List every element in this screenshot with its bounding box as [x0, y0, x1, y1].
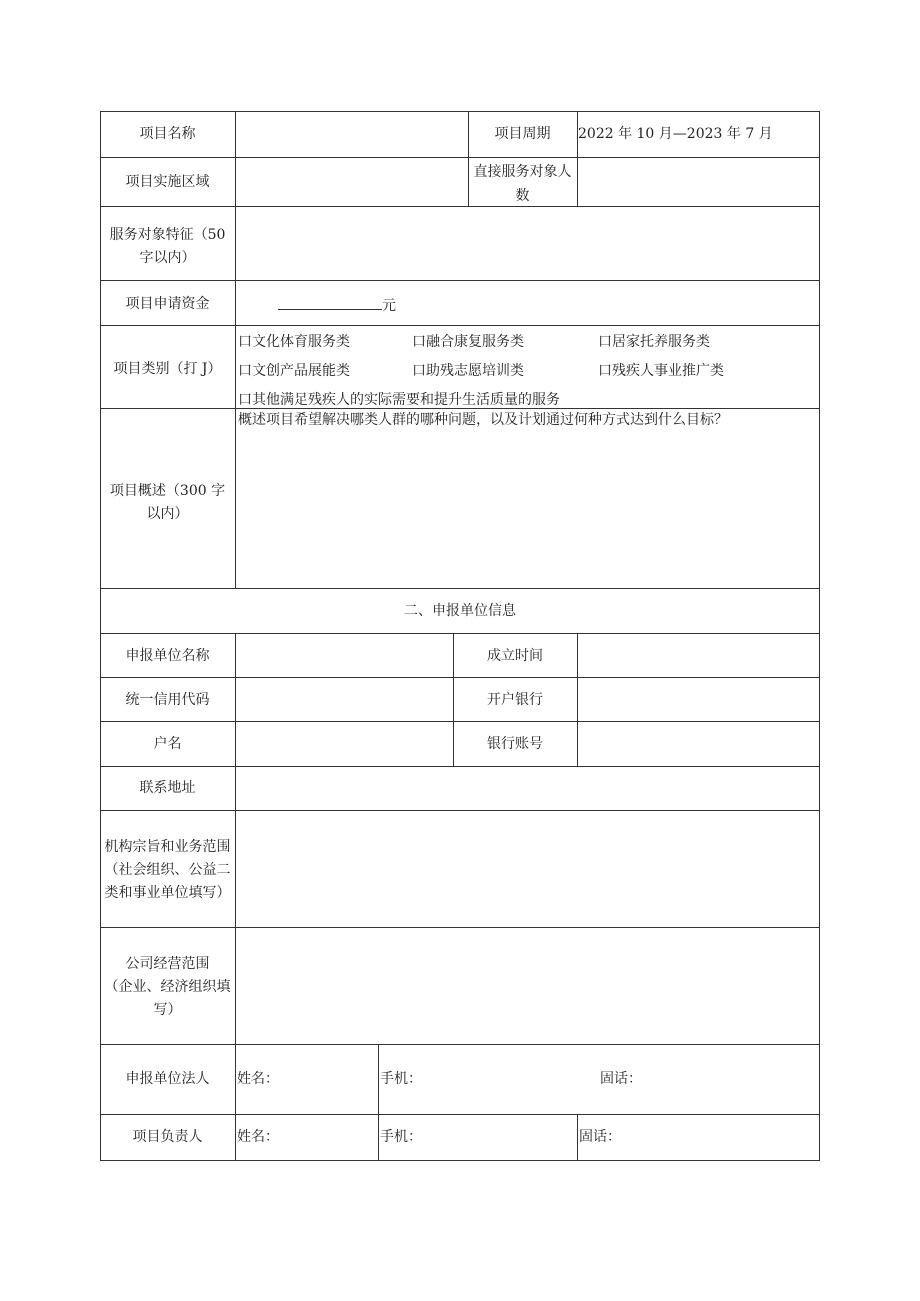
- category-option-home-care[interactable]: 口居家托养服务类: [598, 334, 710, 350]
- purpose-scope-field[interactable]: [236, 811, 819, 927]
- category-option-culture-sports[interactable]: 口文化体育服务类: [238, 334, 350, 350]
- project-leader-mobile-field[interactable]: 手机：: [380, 1129, 422, 1145]
- funding-field[interactable]: [236, 295, 396, 315]
- row-divider: [100, 280, 820, 281]
- address-label: 联系地址: [139, 780, 196, 796]
- category-option-promotion[interactable]: 口残疾人事业推广类: [598, 363, 724, 379]
- account-number-label: 银行账号: [487, 736, 543, 752]
- direct-service-count-field[interactable]: [578, 158, 819, 206]
- credit-code-label: 统一信用代码: [125, 692, 210, 708]
- project-summary-label-2: 以内）: [146, 506, 189, 522]
- bank-field[interactable]: [578, 678, 819, 721]
- company-scope-label: 公司经营范围: [125, 956, 210, 972]
- project-category-label: 项目类别（打 J）: [113, 361, 222, 377]
- org-name-field[interactable]: [236, 634, 453, 677]
- row-divider: [100, 1114, 820, 1115]
- credit-code-field[interactable]: [236, 678, 453, 721]
- account-name-field[interactable]: [236, 722, 453, 766]
- category-option-creative-products[interactable]: 口文创产品展能类: [238, 363, 350, 379]
- purpose-scope-label: 机构宗旨和业务范围: [104, 839, 231, 855]
- project-summary-hint[interactable]: 概述项目希望解决哪类人群的哪种问题，以及计划通过何种方式达到什么目标？: [238, 412, 728, 428]
- address-field[interactable]: [236, 767, 819, 810]
- row-divider: [100, 588, 820, 589]
- founded-date-label: 成立时间: [487, 648, 543, 664]
- project-leader-label: 项目负责人: [132, 1129, 203, 1145]
- project-name-label: 项目名称: [139, 126, 196, 142]
- row-divider: [100, 1044, 820, 1045]
- funding-blank: [278, 295, 382, 310]
- project-leader-phone-field[interactable]: 固话：: [579, 1129, 621, 1145]
- project-summary-label: 项目概述（300 字: [109, 483, 226, 499]
- col-divider: [577, 1114, 578, 1161]
- category-option-other[interactable]: 口其他满足残疾人的实际需要和提升生活质量的服务: [238, 392, 560, 408]
- row-divider: [100, 325, 820, 326]
- legal-rep-name-field[interactable]: 姓名：: [237, 1071, 279, 1087]
- service-features-field[interactable]: [236, 207, 819, 280]
- funding-unit: 元: [382, 298, 396, 314]
- founded-date-field[interactable]: [578, 634, 819, 677]
- bank-label: 开户银行: [487, 692, 543, 708]
- purpose-scope-label-3: 类和事业单位填写）: [104, 885, 231, 901]
- account-number-field[interactable]: [578, 722, 819, 766]
- project-period-label: 项目周期: [494, 126, 551, 142]
- company-scope-label-3: 写）: [153, 1002, 182, 1018]
- project-name-field[interactable]: [236, 112, 468, 158]
- direct-service-count-label: 直接服务对象人: [473, 164, 572, 180]
- company-scope-label-2: （企业、经济组织填: [104, 979, 231, 995]
- funding-label-text: 项目申请资金: [125, 296, 210, 312]
- project-period-value[interactable]: 2022 年 10 月—2023 年 7 月: [578, 126, 773, 142]
- company-scope-field[interactable]: [236, 928, 819, 1044]
- service-features-label: 服务对象特征（50: [109, 227, 226, 243]
- direct-service-count-label-2: 数: [515, 188, 530, 204]
- legal-rep-mobile-field[interactable]: 手机：: [380, 1071, 422, 1087]
- implementation-area-field[interactable]: [236, 158, 468, 206]
- col-divider: [378, 1044, 379, 1161]
- org-name-label: 申报单位名称: [125, 648, 210, 664]
- implementation-area-label: 项目实施区域: [125, 174, 210, 190]
- section2-title: 二、申报单位信息: [404, 603, 516, 619]
- legal-rep-phone-field[interactable]: 固话：: [600, 1071, 642, 1087]
- category-option-rehab[interactable]: 口融合康复服务类: [412, 334, 524, 350]
- project-leader-name-field[interactable]: 姓名：: [237, 1129, 279, 1145]
- category-option-volunteer-training[interactable]: 口助残志愿培训类: [412, 363, 524, 379]
- purpose-scope-label-2: （社会组织、公益二: [104, 862, 231, 878]
- account-name-label: 户名: [153, 736, 182, 752]
- service-features-label-2: 字以内）: [139, 250, 196, 266]
- funding-label: [100, 295, 235, 313]
- legal-rep-label: 申报单位法人: [125, 1071, 210, 1087]
